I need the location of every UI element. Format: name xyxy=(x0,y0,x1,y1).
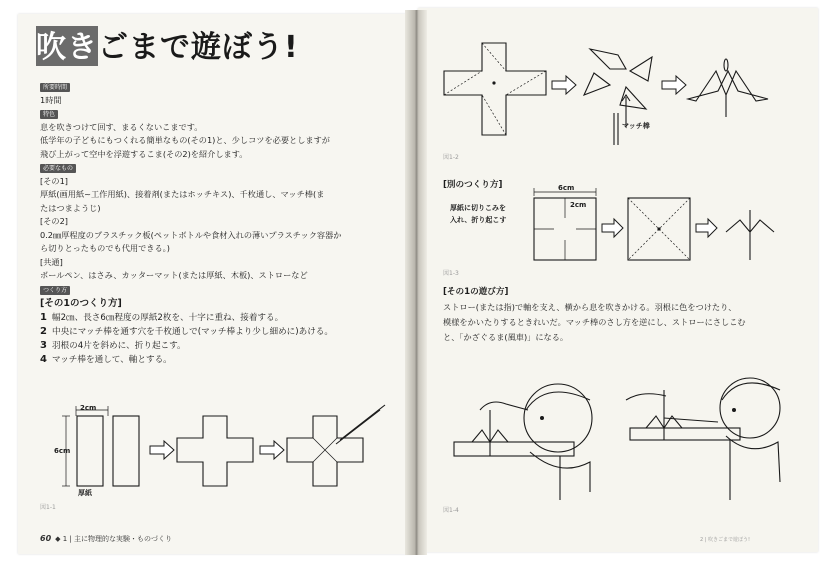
materials-tag: 必要なもの xyxy=(40,164,76,173)
step-item xyxy=(40,353,402,367)
left-footer xyxy=(40,534,172,544)
materials-line: [その1] xyxy=(40,175,68,186)
step-text: マッチ棒を通して、軸とする。 xyxy=(51,355,172,365)
step-item xyxy=(40,339,402,353)
step-item xyxy=(40,311,402,325)
play-line: と、「かざぐるま(風車)」になる。 xyxy=(443,332,569,342)
materials-line: [その2] xyxy=(40,216,68,226)
figure-pinwheel-folding xyxy=(440,35,800,145)
howto-heading: [その1のつくり方] xyxy=(40,298,122,309)
page-title-rest: ごまで遊ぼう! xyxy=(98,30,299,65)
materials-line: ら切りとったものでも代用できる。) xyxy=(40,243,170,253)
left-body xyxy=(40,80,402,367)
right-footer: 2 | 吹きごまで遊ぼう! xyxy=(700,537,751,543)
figure-caption: 図1-1 xyxy=(40,504,56,511)
play-heading: [その1の遊び方] xyxy=(443,287,509,297)
play-line: 模様をかいたりするときれいだ。マッチ棒のさし方を逆にし、ストローにさしこむ xyxy=(443,317,746,327)
step-number: 3 xyxy=(40,340,47,351)
page-title-first: 吹き xyxy=(36,30,98,65)
fig-dim-height: 6cm xyxy=(54,447,71,455)
alt-dim-slit: 2cm xyxy=(570,201,587,209)
step-number: 2 xyxy=(40,326,47,337)
figure-strip-assembly xyxy=(40,400,400,510)
materials-line: ボールペン、はさみ、カッターマット(または厚紙、木板)、ストローなど xyxy=(40,270,308,280)
materials-line: 厚紙(画用紙~工作用紙)、接着剤(またはホッチキス)、千枚通し、マッチ棒(ま xyxy=(40,189,325,199)
howto-tag: つくり方 xyxy=(40,286,70,295)
step-number: 1 xyxy=(40,312,47,323)
step-number: 4 xyxy=(40,354,47,365)
feature-line: 息を吹きつけて回す、まるくないこまです。 xyxy=(40,121,203,132)
feature-tag: 特色 xyxy=(40,110,58,119)
step-text: 中央にマッチ棒を通す穴を千枚通しで(マッチ棒より少し細めに)あける。 xyxy=(51,327,333,337)
fig-label-match: マッチ棒 xyxy=(622,122,650,130)
alt-dim-width: 6cm xyxy=(558,184,575,192)
fig-label-board: 厚紙 xyxy=(78,489,92,497)
page-number: 60 xyxy=(40,534,52,543)
figure-caption: 図1-3 xyxy=(443,270,459,277)
figure-caption: 図1-4 xyxy=(443,507,459,514)
fig-dim-width: 2cm xyxy=(80,404,97,412)
step-item xyxy=(40,325,402,339)
play-line: ストロー(または指)で軸を支え、横から息を吹きかける。羽根に色をつけたり、 xyxy=(443,302,737,312)
page-title-block xyxy=(36,22,299,66)
time-value: 1時間 xyxy=(40,94,62,105)
figure-caption: 図1-2 xyxy=(443,154,459,161)
materials-line: [共通] xyxy=(40,256,63,267)
time-tag: 所要時間 xyxy=(40,83,70,92)
step-text: 幅2㎝、長さ6㎝程度の厚紙2枚を、十字に重ね、接着する。 xyxy=(51,313,284,323)
feature-line: 飛び上がって空中を浮遊するこま(その2)を紹介します。 xyxy=(40,148,248,159)
alt-method-heading: [別のつくり方] xyxy=(443,180,503,190)
page-title xyxy=(36,22,299,66)
play-body xyxy=(443,300,803,345)
figure-children-blowing xyxy=(450,370,800,500)
book-gutter xyxy=(405,10,427,555)
step-text: 羽根の4片を斜めに、折り起こす。 xyxy=(51,341,186,351)
alt-method-note-1: 厚紙に切りこみを xyxy=(450,204,506,212)
alt-method-note-2: 入れ、折り起こす xyxy=(450,216,507,224)
materials-line: たはつまようじ) xyxy=(40,202,101,213)
feature-line: 低学年の子どもにもつくれる簡単なもの(その1)と、少しコツを必要としますが xyxy=(40,135,330,145)
running-footer: ◆ 1 | 主に物理的な実験・ものづくり xyxy=(55,535,173,543)
materials-line: 0.2㎜厚程度のプラスチック板(ペットボトルや食材入れの薄いプラスチック容器か xyxy=(40,229,342,240)
